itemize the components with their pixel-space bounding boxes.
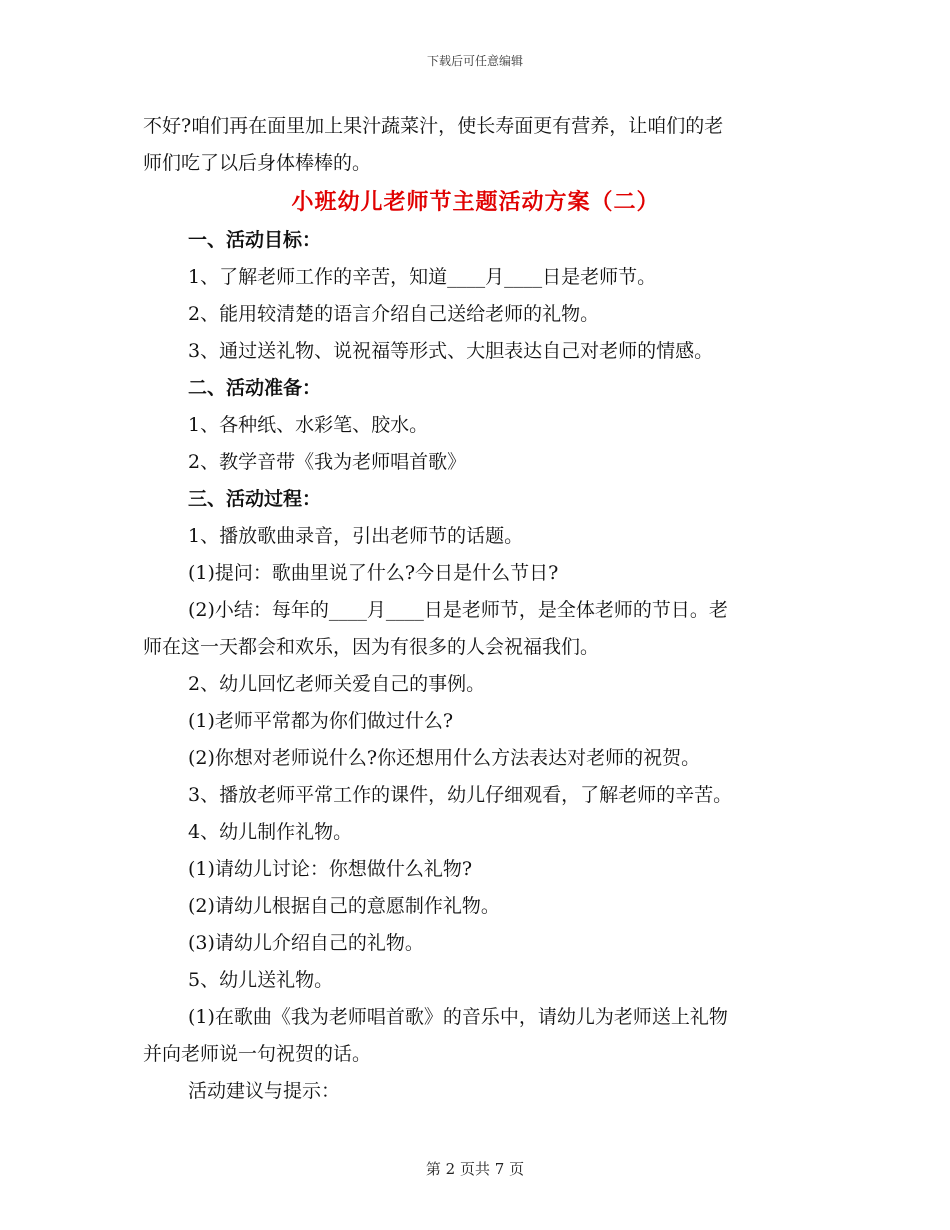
sub-item: (1)提问：歌曲里说了什么?今日是什么节日? [188, 562, 559, 584]
section-heading-process: 三、活动过程： [188, 488, 322, 510]
list-item: 1、播放歌曲录音，引出老师节的话题。 [188, 525, 524, 547]
suggestions-heading: 活动建议与提示： [188, 1080, 341, 1102]
document-title: 小班幼儿老师节主题活动方案（二） [291, 189, 660, 215]
paragraph-line: 不好?咱们再在面里加上果汁蔬菜汁，使长寿面更有营养，让咱们的老 [143, 115, 724, 137]
paragraph-line: 并向老师说一句祝贺的话。 [143, 1043, 372, 1065]
list-item: 3、播放老师平常工作的课件，幼儿仔细观看，了解老师的辛苦。 [188, 784, 733, 806]
paragraph-line: 师在这一天都会和欢乐，因为有很多的人会祝福我们。 [143, 636, 600, 658]
sub-item: (1)请幼儿讨论：你想做什么礼物? [188, 858, 473, 880]
section-heading-goals: 一、活动目标： [188, 229, 322, 251]
list-item: 2、能用较清楚的语言介绍自己送给老师的礼物。 [188, 303, 600, 325]
paragraph-line: 师们吃了以后身体棒棒的。 [143, 152, 372, 174]
page-header: 下载后可任意编辑 [426, 54, 523, 68]
list-item: 4、幼儿制作礼物。 [188, 821, 353, 843]
sub-item: (3)请幼儿介绍自己的礼物。 [188, 932, 424, 954]
sub-item: (1)在歌曲《我为老师唱首歌》的音乐中，请幼儿为老师送上礼物 [188, 1006, 728, 1028]
list-item: 2、教学音带《我为老师唱首歌》 [188, 451, 467, 473]
list-item: 5、幼儿送礼物。 [188, 969, 334, 991]
list-item: 1、各种纸、水彩笔、胶水。 [188, 414, 429, 436]
list-item: 2、幼儿回忆老师关爱自己的事例。 [188, 673, 486, 695]
sub-item: (2)你想对老师说什么?你还想用什么方法表达对老师的祝贺。 [188, 747, 701, 769]
page-number: 第 2 页共 7 页 [425, 1160, 525, 1178]
list-item: 3、通过送礼物、说祝福等形式、大胆表达自己对老师的情感。 [188, 340, 714, 362]
sub-item: (2)小结：每年的____月____日是老师节，是全体老师的节日。老 [188, 599, 728, 621]
sub-item: (2)请幼儿根据自己的意愿制作礼物。 [188, 895, 500, 917]
list-item: 1、了解老师工作的辛苦，知道____月____日是老师节。 [188, 266, 657, 288]
sub-item: (1)老师平常都为你们做过什么? [188, 710, 454, 732]
section-heading-preparation: 二、活动准备： [188, 377, 322, 399]
document-body [143, 108, 808, 1110]
